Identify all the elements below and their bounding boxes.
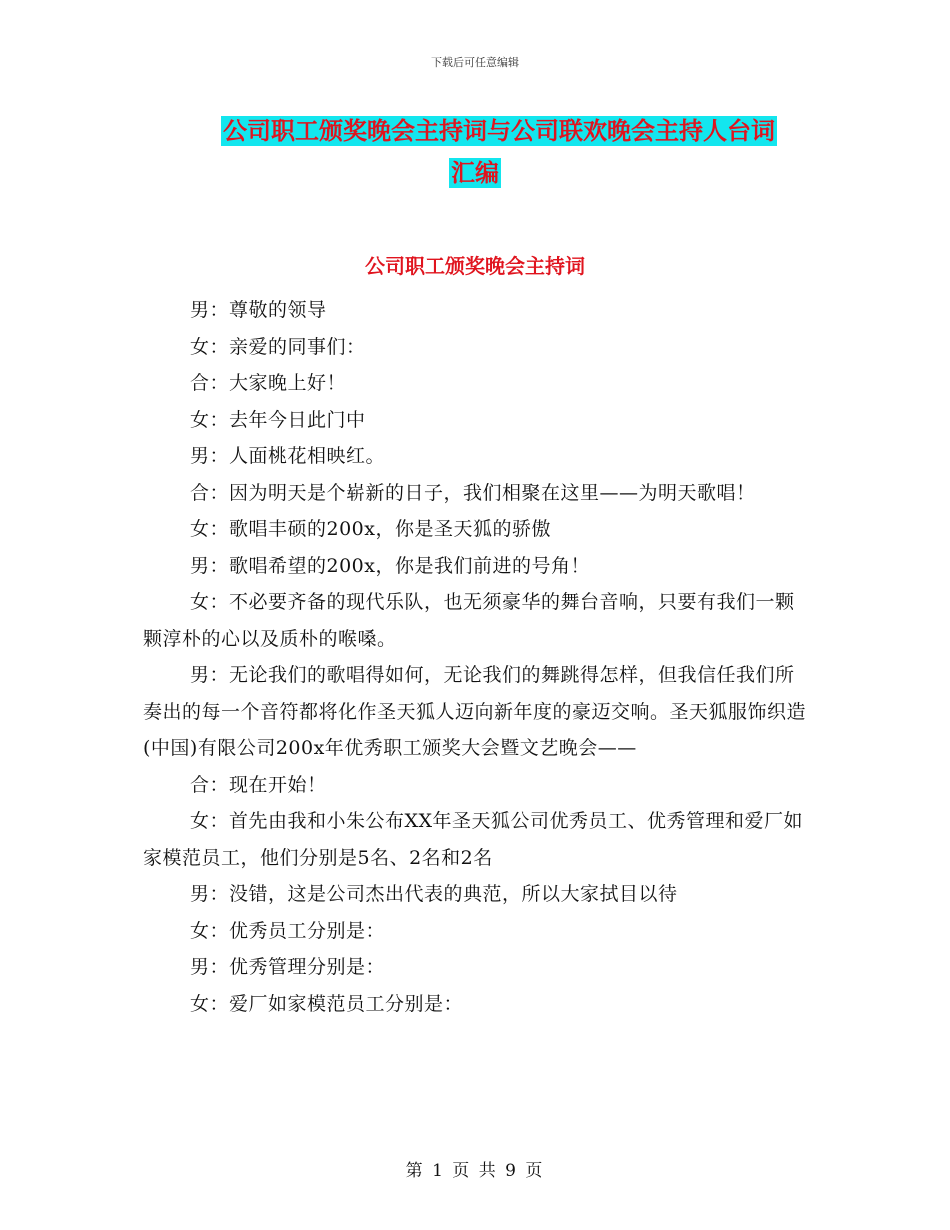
document-body <box>143 292 808 1022</box>
document-title <box>0 110 950 194</box>
page-number: 第 1 页 共 9 页 <box>405 1161 545 1181</box>
paragraph: 男：优秀管理分别是： <box>190 956 386 978</box>
paragraph: 女：去年今日此门中 <box>190 408 366 431</box>
paragraph: 女：优秀员工分别是： <box>190 919 386 942</box>
title-line-2: 汇编 <box>451 159 499 187</box>
paragraph: 合：大家晚上好！ <box>190 372 347 394</box>
header-note: 下载后可任意编辑 <box>431 56 519 69</box>
paragraph: 男：无论我们的歌唱得如何，无论我们的舞跳得怎样，但我信任我们所奏出的每一个音符都将化作圣天狐人迈向新年度的豪迈交响。圣天狐服饰织造(中国)有限公司200x年优秀职工颁奖大会暨文艺晚会—— <box>143 664 807 759</box>
paragraph: 女：首先由我和小朱公布XX年圣天狐公司优秀员工、优秀管理和爱厂如家模范员工，他们分别是5名、2名和2名 <box>143 810 804 869</box>
paragraph: 男：人面桃花相映红。 <box>190 445 386 467</box>
paragraph: 合：因为明天是个崭新的日子，我们相聚在这里——为明天歌唱！ <box>190 481 756 504</box>
title-line-1: 公司职工颁奖晚会主持词与公司联欢晚会主持人台词 <box>223 117 775 145</box>
paragraph: 女：歌唱丰硕的200x，你是圣天狐的骄傲 <box>190 518 551 540</box>
paragraph: 男：没错，这是公司杰出代表的典范，所以大家拭目以待 <box>190 883 678 905</box>
paragraph: 合：现在开始！ <box>190 773 327 796</box>
section-title: 公司职工颁奖晚会主持词 <box>365 254 585 278</box>
paragraph: 女：不必要齐备的现代乐队，也无须豪华的舞台音响，只要有我们一颗颗淳朴的心以及质朴的喉嗓。 <box>143 591 795 650</box>
paragraph: 女：爱厂如家模范员工分别是： <box>190 992 464 1015</box>
paragraph: 女：亲爱的同事们： <box>190 335 366 358</box>
paragraph: 男：尊敬的领导 <box>190 299 327 321</box>
paragraph: 男：歌唱希望的200x，你是我们前进的号角！ <box>190 554 590 577</box>
